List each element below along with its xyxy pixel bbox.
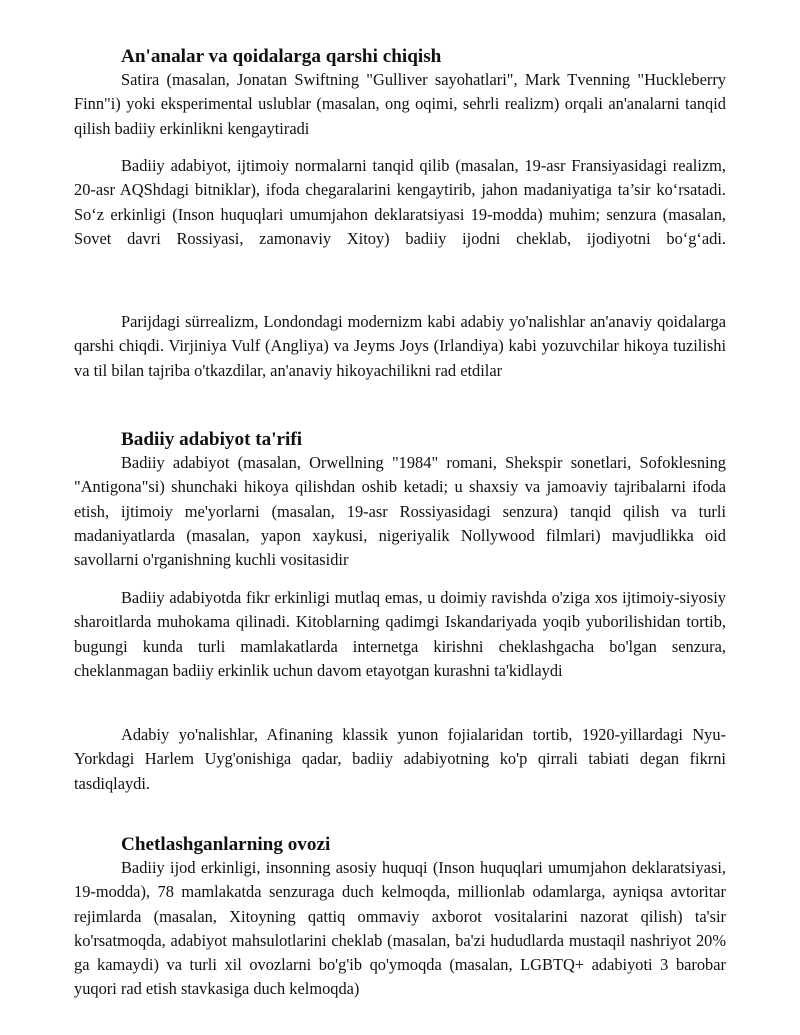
paragraph xyxy=(74,451,726,572)
paragraph xyxy=(74,68,726,141)
paragraph-text: Badiiy adabiyot (masalan, Orwellning "1984" romani, Shekspir sonetlari, Sofoklesning "Antigona"si) shunchaki hikoya qilishdan oshib ketadi; u shaxsiy va jamoaviy tajribalarni ifoda etish, ijtimoiy me'yorlarni (masalan, 19-asr Rossiyasidagi senzura) tanqid qilish va turli madaniyatlarda (masalan, yapon xaykusi, nigeriyalik Nollywood filmlari) mavjudlikka oid savollarni o'rganishning kuchli vositasidir xyxy=(74,453,726,570)
paragraph-text: Parijdagi sürrealizm, Londondagi modernizm kabi adabiy yo'nalishlar an'anaviy qoidalarga qarshi chiqdi. Virjiniya Vulf (Angliya) va Jeyms Joys (Irlandiya) kabi yozuvchilar hikoya tuzilishi va til bilan tajriba o'tkazdilar, an'anaviy hikoyachilikni rad etdilar xyxy=(74,312,726,380)
paragraph xyxy=(74,154,726,251)
section-heading: Chetlashganlarning ovozi xyxy=(121,834,331,855)
section-heading: Badiiy adabiyot ta'rifi xyxy=(121,429,303,450)
paragraph xyxy=(74,310,726,383)
paragraph xyxy=(74,856,726,1002)
section-heading: An'analar va qoidalarga qarshi chiqish xyxy=(121,46,442,67)
paragraph-text: Adabiy yo'nalishlar, Afinaning klassik yunon fojialaridan tortib, 1920-yillardagi Nyu-Yorkdagi Harlem Uyg'onishiga qadar, badiiy adabiyotning ko'p qirrali tabiati degan fikrni tasdiqlaydi. xyxy=(74,725,726,793)
paragraph-text: Satira (masalan, Jonatan Swiftning "Gulliver sayohatlari", Mark Tvenning "Huckleberry Finn"i) yoki eksperimental uslublar (masalan, ong oqimi, sehrli realizm) orqali an'analarni tanqid qilish badiiy erkinlikni kengaytiradi xyxy=(74,70,726,138)
paragraph-text: Badiiy ijod erkinligi, insonning asosiy huquqi (Inson huquqlari umumjahon deklaratsiyasi, 19-modda), 78 mamlakatda senzuraga duch kelmoqda, millionlab odamlarga, ayniqsa avtoritar rejimlarda (masalan, Xitoyning qattiq ommaviy axborot vositalarini nazorat qilish) ta'sir ko'rsatmoqda, adabiyot mahsulotlarini cheklab (masalan, ba'zi hududlarda mustaqil nashriyot 20% ga kamaydi) va turli xil ovozlarni bo'g'ib qo'ymoqda (masalan, LGBTQ+ adabiyoti 3 barobar yuqori rad etish stavkasiga duch kelmoqda) xyxy=(74,858,726,999)
paragraph-text: Badiiy adabiyot, ijtimoiy normalarni tanqid qilib (masalan, 19-asr Fransiyasidagi realizm, 20-asr AQShdagi bitniklar), ifoda chegaralarini kengaytirib, jahon madaniyatiga ta’sir ko‘rsatadi. So‘z erkinligi (Inson huquqlari umumjahon deklaratsiyasi 19-modda) muhim; senzura (masalan, Sovet davri Rossiyasi, zamonaviy Xitoy) badiiy ijodni cheklab, ijodiyotni bo‘g‘adi. xyxy=(74,156,726,248)
paragraph xyxy=(74,723,726,796)
paragraph xyxy=(74,586,726,683)
paragraph-text: Badiiy adabiyotda fikr erkinligi mutlaq emas, u doimiy ravishda o'ziga xos ijtimoiy-siyosiy sharoitlarda muhokama qilinadi. Kitoblarning qadimgi Iskandariyada yoqib yuborilishidan tortib, bugungi kunda turli mamlakatlarda internetga kirishni cheklashgacha bo'lgan senzura, cheklanmagan badiiy erkinlik uchun davom etayotgan kurashni ta'kidlaydi xyxy=(74,588,726,680)
